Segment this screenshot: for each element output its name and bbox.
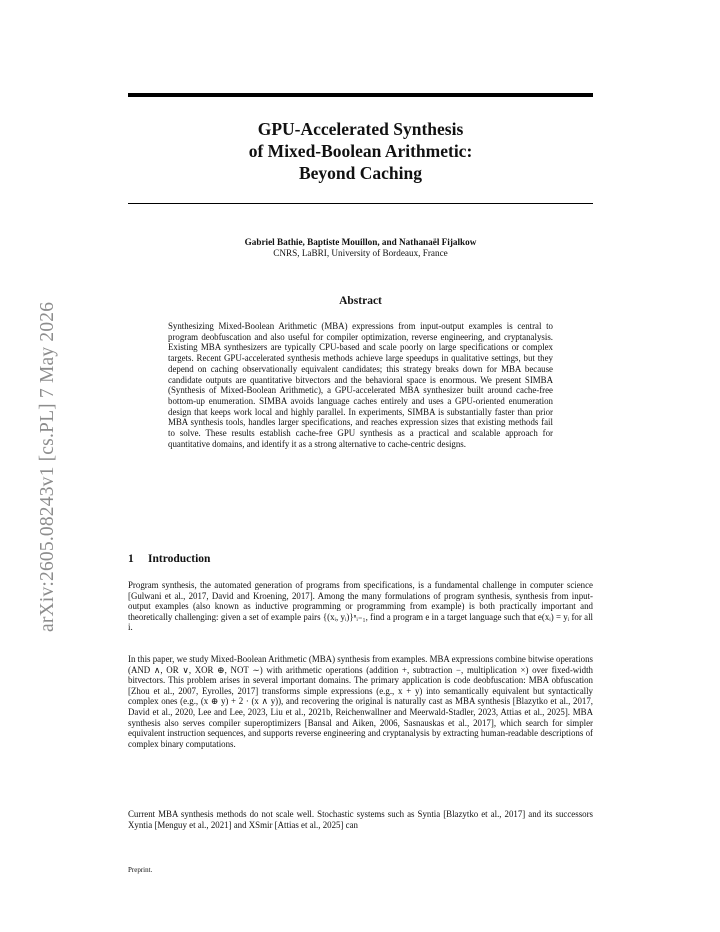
abstract-heading: Abstract [339, 295, 382, 307]
footer-note: Preprint. [128, 866, 153, 874]
section-number: 1 [128, 553, 134, 565]
paper-title [128, 118, 593, 184]
arxiv-identifier: arXiv:2605.08243v1 [cs.PL] 7 May 2026 [37, 301, 58, 632]
body-paragraph: In this paper, we study Mixed-Boolean Arithmetic (MBA) synthesis from examples. MBA expressions combine bitwise operations (AND ∧, OR ∨, XOR ⊕, NOT ∼) with arithmetic operations (addition +, subtraction −, multiplication ×) over fixed-width bitvectors. This problem arises in several important domains. The primary application is code deobfuscation: MBA obfuscation [Zhou et al., 2007, Eyrolles, 2017] transforms simple expressions (e.g., x + y) into semantically equivalent but syntactically complex ones (e.g., (x ⊕ y) + 2 · (x ∧ y)), and recovering the original is naturally cast as MBA synthesis [Blazytko et al., 2017, David et al., 2020, Lee and Lee, 2023, Liu et al., 2021b, Reichenwallner and Meerwald-Stadler, 2023, Attias et al., 2025]. MBA synthesis also serves compiler superoptimizers [Bansal and Aiken, 2006, Sasnauskas et al., 2017], which search for simpler equivalent instruction sequences, and supports reverse engineering and cryptanalysis by extracting human-readable descriptions of complex binary computations. [128, 654, 593, 749]
title-line: Beyond Caching [298, 163, 422, 183]
body-paragraph: Program synthesis, the automated generation of programs from specifications, is a fundamental challenge in computer science [Gulwani et al., 2017, David and Kroening, 2017]. Among the many formulations of program synthesis, synthesis from input-output examples (also known as inductive programming or programming from example) is both practically important and theoretically challenging: given a set of example pairs {(xᵢ, yᵢ)}ⁿᵢ₌₁, find a program e in a target language such that e(xᵢ) = yᵢ for all i. [128, 580, 593, 633]
section-heading [128, 553, 210, 565]
title-line: of Mixed-Boolean Arithmetic: [248, 141, 473, 161]
title-top-rule [128, 93, 593, 97]
affiliation: CNRS, LaBRI, University of Bordeaux, France [273, 248, 448, 258]
author-names: Gabriel Bathie, Baptiste Mouillon, and Nathanaël Fijalkow [244, 237, 477, 247]
body-paragraph: Current MBA synthesis methods do not scale well. Stochastic systems such as Syntia [Blazytko et al., 2017] and its successors Xyntia [Menguy et al., 2021] and XSmir [Attias et al., 2025] can [128, 809, 593, 830]
title-line: GPU-Accelerated Synthesis [257, 119, 464, 139]
abstract-text: Synthesizing Mixed-Boolean Arithmetic (MBA) expressions from input-output examples is central to program deobfuscation and also useful for compiler optimization, reverse engineering, and cryptanalysis. Existing MBA synthesizers are typically CPU-based and scale poorly on large specifications or complex targets. Recent GPU-accelerated synthesis methods achieve large speedups in qualitative settings, but they depend on caching observationally equivalent candidates; this strategy breaks down for MBA because candidate outputs are quantitative bitvectors and the behavioral space is enormous. We present SIMBA (Synthesis of Mixed-Boolean Arithmetic), a GPU-accelerated MBA synthesizer built around cache-free bottom-up enumeration. SIMBA avoids language caches entirely and uses a GPU-oriented enumeration design that keeps work local and highly parallel. In experiments, SIMBA is substantially faster than prior MBA synthesis tools, handles larger specifications, and reaches expression sizes that existing methods fail to solve. These results establish cache-free GPU synthesis as a practical and scalable approach for quantitative domains, and identify it as a strong alternative to cache-centric designs. [168, 321, 553, 449]
section-title: Introduction [148, 553, 211, 565]
author-block [128, 237, 593, 259]
title-bottom-rule [128, 203, 593, 204]
